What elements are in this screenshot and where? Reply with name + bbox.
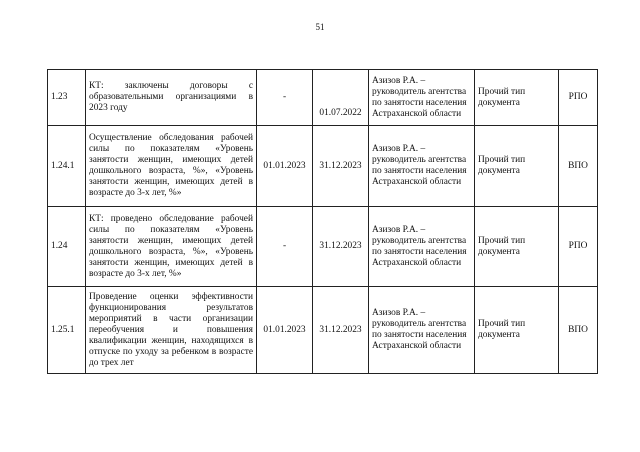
plan-table: [47, 69, 598, 374]
row-number: 1.23: [48, 70, 86, 126]
table-row: [48, 70, 598, 126]
end-date: 31.12.2023: [313, 207, 369, 287]
funding-source: РПО: [559, 70, 598, 126]
responsible-person: Азизов Р.А. – руководитель агентства по занятости населения Астраханской области: [369, 287, 475, 374]
responsible-person: Азизов Р.А. – руководитель агентства по занятости населения Астраханской области: [369, 126, 475, 207]
start-date: -: [257, 70, 313, 126]
activity-name: Проведение оценки эффективности функционирования результатов мероприятий в части организации переобучения и повышения квалификации женщин, находящихся в отпуске по уходу за ребенком в возрасте до трех лет: [86, 287, 257, 374]
activity-name: КТ: проведено обследование рабочей силы по показателям «Уровень занятости женщин, имеющих детей дошкольного возраста, %», «Уровень занятости женщин, имеющих детей в возрасте до 3-х лет, %»: [86, 207, 257, 287]
start-date: -: [257, 207, 313, 287]
funding-source: ВПО: [559, 287, 598, 374]
funding-source: ВПО: [559, 126, 598, 207]
funding-source: РПО: [559, 207, 598, 287]
responsible-person: Азизов Р.А. – руководитель агентства по занятости населения Астраханской области: [369, 70, 475, 126]
start-date: 01.01.2023: [257, 287, 313, 374]
row-number: 1.24: [48, 207, 86, 287]
document-type: Прочий тип документа: [475, 207, 559, 287]
end-date: 31.12.2023: [313, 126, 369, 207]
row-number: 1.24.1: [48, 126, 86, 207]
table-row: [48, 207, 598, 287]
start-date: 01.01.2023: [257, 126, 313, 207]
activity-name: Осуществление обследования рабочей силы по показателям «Уровень занятости женщин, имеющих детей дошкольного возраста, %», «Уровень занятости женщин, имеющих детей в возрасте до 3-х лет, %»: [86, 126, 257, 207]
document-type: Прочий тип документа: [475, 70, 559, 126]
page-number: 51: [315, 22, 325, 32]
end-date: 01.07.2022: [313, 70, 369, 126]
table-row: [48, 287, 598, 374]
table-row: [48, 126, 598, 207]
responsible-person: Азизов Р.А. – руководитель агентства по занятости населения Астраханской области: [369, 207, 475, 287]
activity-name: КТ: заключены договоры с образовательными организациями в 2023 году: [86, 70, 257, 126]
end-date: 31.12.2023: [313, 287, 369, 374]
document-type: Прочий тип документа: [475, 126, 559, 207]
row-number: 1.25.1: [48, 287, 86, 374]
document-type: Прочий тип документа: [475, 287, 559, 374]
